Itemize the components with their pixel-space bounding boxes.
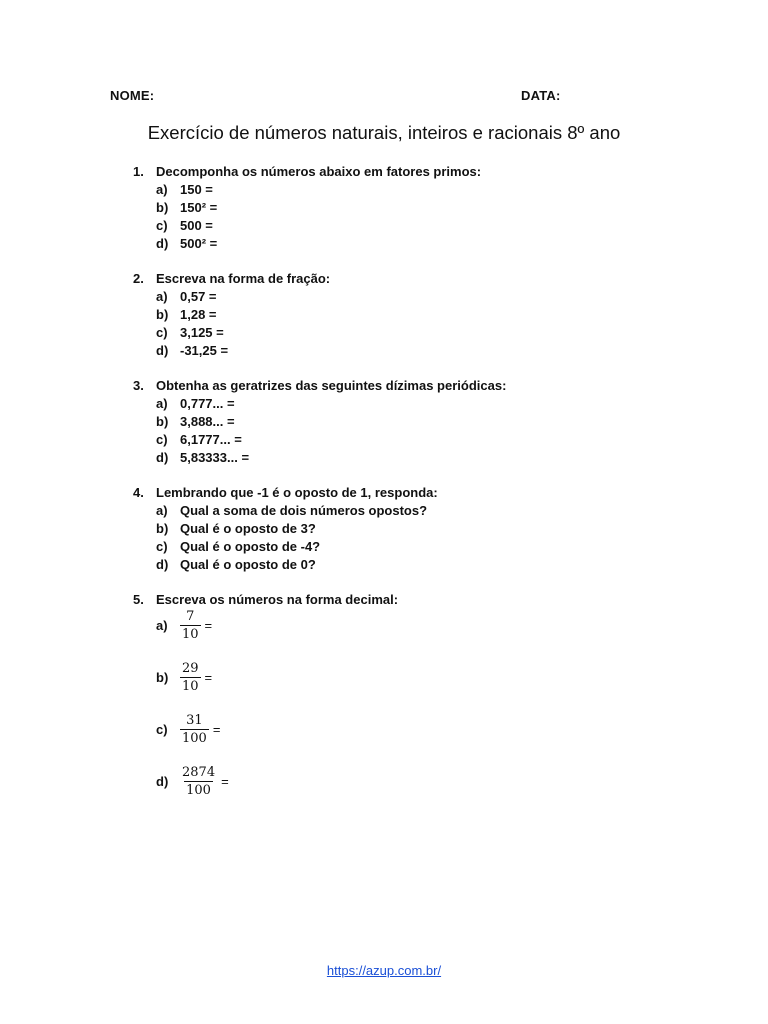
item-letter: b): [156, 200, 169, 215]
item-text: 150 =: [180, 182, 213, 197]
list-item: [156, 431, 242, 449]
item-text: Qual é o oposto de -4?: [180, 539, 321, 554]
item-text: 5,83333... =: [180, 450, 250, 465]
question-5: [133, 592, 398, 607]
question-2: [133, 271, 330, 286]
question-3: [133, 378, 506, 393]
page-title: Exercício de números naturais, inteiros e racionais 8º ano: [147, 122, 621, 143]
fraction-denominator: 10: [182, 627, 199, 642]
item-letter: a): [156, 182, 168, 197]
list-item: [156, 395, 235, 413]
question-4: [133, 485, 438, 500]
equals-sign: =: [204, 618, 213, 633]
item-letter: b): [156, 414, 169, 429]
item-letter: c): [156, 432, 168, 447]
list-item: [156, 217, 213, 235]
fraction-item: [156, 713, 220, 746]
item-letter: a): [156, 618, 168, 633]
fraction-item: [156, 609, 212, 642]
item-text: 150² =: [180, 200, 218, 215]
fraction-numerator: 2874: [182, 765, 216, 780]
item-letter: b): [156, 307, 169, 322]
item-text: Qual a soma de dois números opostos?: [180, 503, 428, 518]
item-letter: d): [156, 343, 169, 358]
equals-sign: =: [204, 670, 213, 685]
item-text: 1,28 =: [180, 307, 217, 322]
list-item: [156, 502, 427, 520]
item-letter: d): [156, 450, 169, 465]
list-item: [156, 538, 320, 556]
item-text: -31,25 =: [180, 343, 229, 358]
fraction-item: [156, 661, 212, 694]
fraction-numerator: 31: [186, 713, 203, 728]
item-text: 3,888... =: [180, 414, 235, 429]
question-number: 4.: [133, 485, 144, 500]
question-text: Lembrando que -1 é o oposto de 1, responda:: [156, 485, 438, 500]
fraction-denominator: 10: [182, 679, 199, 694]
list-item: [156, 235, 217, 253]
item-text: Qual é o oposto de 0?: [180, 557, 316, 572]
list-item: [156, 199, 217, 217]
item-letter: c): [156, 722, 168, 737]
item-letter: d): [156, 557, 169, 572]
list-item: [156, 342, 228, 360]
fraction-denominator: 100: [182, 731, 207, 746]
item-letter: b): [156, 670, 169, 685]
item-letter: a): [156, 396, 168, 411]
item-letter: a): [156, 503, 168, 518]
footer-link[interactable]: https://azup.com.br/: [326, 963, 442, 978]
item-letter: c): [156, 325, 168, 340]
question-text: Obtenha as geratrizes das seguintes dízimas periódicas:: [156, 378, 507, 393]
fraction-denominator: 100: [186, 783, 211, 798]
list-item: [156, 181, 213, 199]
fraction-numerator: 29: [182, 661, 199, 676]
list-item: [156, 413, 235, 431]
item-letter: b): [156, 521, 169, 536]
item-letter: d): [156, 236, 169, 251]
item-letter: d): [156, 774, 169, 789]
item-text: 6,1777... =: [180, 432, 242, 447]
list-item: [156, 288, 217, 306]
question-number: 1.: [133, 164, 144, 179]
equals-sign: =: [212, 722, 221, 737]
item-text: Qual é o oposto de 3?: [180, 521, 316, 536]
fraction-item: [156, 765, 229, 798]
item-text: 500 =: [180, 218, 213, 233]
list-item: [156, 324, 224, 342]
question-text: Escreva na forma de fração:: [156, 271, 331, 286]
fraction-numerator: 7: [186, 609, 195, 624]
question-number: 5.: [133, 592, 144, 607]
list-item: [156, 306, 217, 324]
fraction: [180, 713, 209, 746]
fraction: [180, 765, 217, 798]
fraction: [180, 661, 201, 694]
item-letter: a): [156, 289, 168, 304]
question-number: 3.: [133, 378, 144, 393]
item-letter: c): [156, 218, 168, 233]
question-text: Escreva os números na forma decimal:: [156, 592, 399, 607]
question-number: 2.: [133, 271, 144, 286]
question-1: [133, 164, 481, 179]
date-label: DATA:: [521, 88, 561, 103]
fraction: [180, 609, 201, 642]
item-text: 0,57 =: [180, 289, 217, 304]
equals-sign: =: [221, 774, 229, 789]
name-label: NOME:: [110, 88, 155, 103]
list-item: [156, 520, 316, 538]
item-text: 0,777... =: [180, 396, 235, 411]
list-item: [156, 556, 316, 574]
list-item: [156, 449, 249, 467]
question-text: Decomponha os números abaixo em fatores primos:: [156, 164, 482, 179]
item-letter: c): [156, 539, 168, 554]
item-text: 500² =: [180, 236, 218, 251]
item-text: 3,125 =: [180, 325, 224, 340]
